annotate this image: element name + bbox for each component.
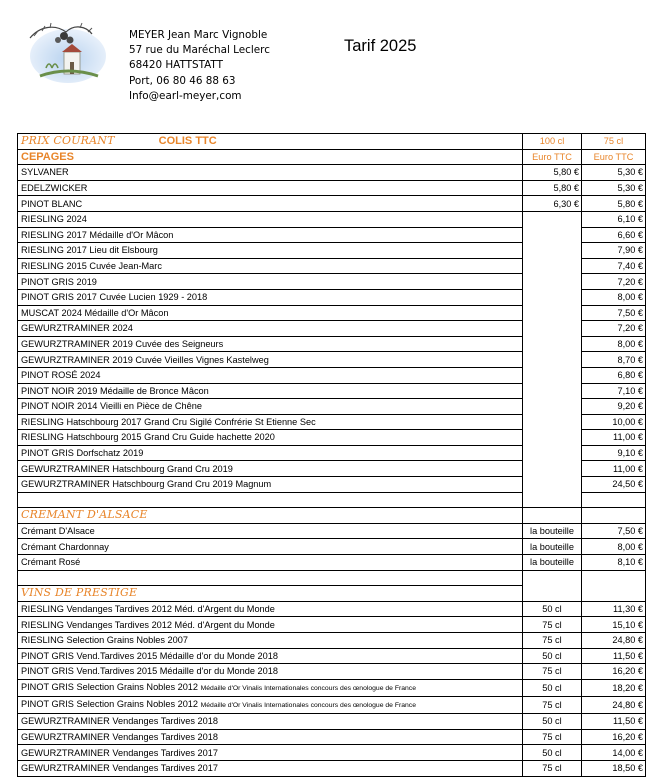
wine-name-text: PINOT GRIS Selection Grains Nobles 2012 — [21, 698, 199, 709]
table-row — [18, 180, 646, 196]
wine-name-text: GEWURZTRAMINER Vendanges Tardives 2017 — [21, 763, 218, 774]
wine-name-text: GEWURZTRAMINER Vendanges Tardives 2017 — [21, 747, 218, 758]
table-row — [18, 633, 646, 649]
bottle-size: 75 cl — [523, 617, 582, 633]
unit-label: la bouteille — [523, 523, 582, 539]
prestige-title: VINS DE PRESTIGE — [21, 586, 138, 600]
table-row — [18, 336, 646, 352]
table-row — [18, 477, 646, 493]
wine-name-text: RIESLING Vendanges Tardives 2012 Méd. d'Argent du Monde — [21, 604, 275, 614]
cremant-title: CREMANT D'ALSACE — [21, 508, 148, 522]
table-row — [18, 523, 646, 539]
price-75cl: 8,00 € — [582, 539, 646, 555]
price-75cl: 7,50 € — [582, 305, 646, 321]
price-75cl: 11,00 € — [582, 430, 646, 446]
empty-cell — [523, 492, 582, 508]
euro-ttc-75: Euro TTC — [582, 149, 646, 165]
wine-name — [18, 760, 523, 776]
wine-name: Crémant Rosé — [18, 555, 523, 571]
page-title: Tarif 2025 — [344, 37, 417, 55]
table-row — [18, 664, 646, 680]
address-line: 57 rue du Maréchal Leclerc — [129, 44, 270, 57]
subheader-row — [18, 149, 646, 165]
header-row — [18, 134, 646, 150]
wine-name: MUSCAT 2024 Médaille d'Or Mâcon — [18, 305, 523, 321]
bottle-size: 75 cl — [523, 633, 582, 649]
wine-name: PINOT BLANC — [18, 196, 523, 212]
wine-name — [18, 714, 523, 730]
table-row — [18, 414, 646, 430]
cremant-title-cell — [18, 508, 523, 524]
section-title-row — [18, 508, 646, 524]
empty-cell — [582, 508, 646, 524]
table-row — [18, 445, 646, 461]
wine-name: GEWURZTRAMINER Hatschbourg Grand Cru 2019 — [18, 461, 523, 477]
price-75cl: 9,20 € — [582, 399, 646, 415]
wine-name-text: RIESLING Selection Grains Nobles 2007 — [21, 635, 188, 646]
price-75cl: 7,50 € — [582, 523, 646, 539]
price-100cl: 6,30 € — [523, 196, 582, 212]
empty-cell — [582, 586, 646, 602]
price-75cl: 24,80 € — [582, 696, 646, 713]
empty-cell — [523, 274, 582, 290]
bottle-size: 50 cl — [523, 679, 582, 696]
bottle-size: 50 cl — [523, 601, 582, 617]
table-row — [18, 601, 646, 617]
empty-cell — [523, 336, 582, 352]
wine-name-text: GEWURZTRAMINER Vendanges Tardives 2018 — [21, 716, 218, 727]
wine-name: RIESLING 2024 — [18, 211, 523, 227]
unit-label: la bouteille — [523, 555, 582, 571]
prix-courant-cell — [18, 134, 523, 150]
wine-name: RIESLING Hatschbourg 2015 Grand Cru Guide hachette 2020 — [18, 430, 523, 446]
table-row — [18, 258, 646, 274]
table-row — [18, 305, 646, 321]
price-100cl: 5,80 € — [523, 165, 582, 181]
table-row — [18, 617, 646, 633]
table-row — [18, 227, 646, 243]
wine-name: RIESLING 2017 Lieu dit Elsbourg — [18, 243, 523, 259]
price-75cl: 14,00 € — [582, 745, 646, 761]
spacer-row — [18, 492, 646, 508]
vineyard-logo — [20, 18, 108, 86]
empty-cell — [523, 586, 582, 602]
empty-cell — [582, 570, 646, 586]
table-row — [18, 648, 646, 664]
wine-note: Médaille d'Or Vinalis Internationales concours des œnologue de France — [200, 701, 416, 709]
table-row — [18, 243, 646, 259]
price-75cl: 6,10 € — [582, 211, 646, 227]
empty-cell — [18, 570, 523, 586]
table-row — [18, 352, 646, 368]
empty-cell — [523, 414, 582, 430]
price-75cl: 8,00 € — [582, 336, 646, 352]
cepages-cell — [18, 149, 523, 165]
price-75cl: 18,50 € — [582, 760, 646, 776]
empty-cell — [523, 430, 582, 446]
wine-name: RIESLING Hatschbourg 2017 Grand Cru Sigilé Confrérie St Etienne Sec — [18, 414, 523, 430]
table-row — [18, 539, 646, 555]
price-75cl: 11,50 € — [582, 714, 646, 730]
wine-name: PINOT GRIS Dorfschatz 2019 — [18, 445, 523, 461]
table-row — [18, 461, 646, 477]
price-75cl: 5,30 € — [582, 180, 646, 196]
wine-name: Crémant D'Alsace — [18, 523, 523, 539]
wine-name — [18, 696, 523, 713]
address-block — [129, 28, 270, 104]
price-75cl: 7,40 € — [582, 258, 646, 274]
price-75cl: 9,10 € — [582, 445, 646, 461]
empty-cell — [523, 258, 582, 274]
wine-name: RIESLING 2017 Médaille d'Or Mâcon — [18, 227, 523, 243]
wine-name: EDELZWICKER — [18, 180, 523, 196]
table-row — [18, 289, 646, 305]
wine-name — [18, 648, 523, 664]
bottle-size: 75 cl — [523, 696, 582, 713]
table-row — [18, 274, 646, 290]
wine-name — [18, 679, 523, 696]
price-75cl: 7,20 € — [582, 274, 646, 290]
table-row — [18, 430, 646, 446]
prestige-title-cell — [18, 586, 523, 602]
table-row — [18, 760, 646, 776]
wine-name: GEWURZTRAMINER 2019 Cuvée Vieilles Vignes Kastelweg — [18, 352, 523, 368]
bottle-size: 50 cl — [523, 745, 582, 761]
price-75cl: 7,10 € — [582, 383, 646, 399]
table-row — [18, 383, 646, 399]
col-100-header: 100 cl — [523, 134, 582, 150]
wine-name: PINOT ROSÉ 2024 — [18, 367, 523, 383]
empty-cell — [523, 461, 582, 477]
wine-note: Médaille d'Or Vinalis Internationales concours des œnologue de France — [200, 684, 416, 692]
wine-name: PINOT NOIR 2014 Vieilli en Pièce de Chêne — [18, 399, 523, 415]
wine-name: PINOT NOIR 2019 Médaille de Bronce Mâcon — [18, 383, 523, 399]
price-75cl: 16,20 € — [582, 664, 646, 680]
price-table — [17, 133, 646, 777]
price-75cl: 8,10 € — [582, 555, 646, 571]
table-row — [18, 367, 646, 383]
price-75cl: 7,20 € — [582, 321, 646, 337]
wine-name — [18, 729, 523, 745]
empty-cell — [523, 227, 582, 243]
empty-cell — [523, 321, 582, 337]
price-75cl: 6,60 € — [582, 227, 646, 243]
address-line: 68420 HATTSTATT — [129, 59, 223, 72]
table-row — [18, 745, 646, 761]
table-row — [18, 196, 646, 212]
wine-name: RIESLING 2015 Cuvée Jean-Marc — [18, 258, 523, 274]
wine-name: Crémant Chardonnay — [18, 539, 523, 555]
bottle-size: 50 cl — [523, 714, 582, 730]
empty-cell — [582, 492, 646, 508]
price-75cl: 10,00 € — [582, 414, 646, 430]
table-row — [18, 679, 646, 696]
colis-ttc-label: COLIS TTC — [158, 135, 217, 148]
empty-cell — [523, 352, 582, 368]
wine-name — [18, 633, 523, 649]
wine-name: GEWURZTRAMINER 2019 Cuvée des Seigneurs — [18, 336, 523, 352]
wine-name-text: GEWURZTRAMINER Vendanges Tardives 2018 — [21, 731, 218, 742]
empty-cell — [523, 211, 582, 227]
price-75cl: 5,80 € — [582, 196, 646, 212]
wine-name — [18, 617, 523, 633]
price-75cl: 24,50 € — [582, 477, 646, 493]
price-100cl: 5,80 € — [523, 180, 582, 196]
wine-name: GEWURZTRAMINER 2024 — [18, 321, 523, 337]
euro-ttc-100: Euro TTC — [523, 149, 582, 165]
prix-courant-label: PRIX COURANT — [21, 134, 115, 148]
bottle-size: 50 cl — [523, 648, 582, 664]
price-75cl: 8,00 € — [582, 289, 646, 305]
address-line: Port, 06 80 46 88 63 — [129, 74, 236, 87]
wine-name — [18, 664, 523, 680]
bottle-size: 75 cl — [523, 729, 582, 745]
bottle-size: 75 cl — [523, 664, 582, 680]
empty-cell — [523, 445, 582, 461]
price-75cl: 6,80 € — [582, 367, 646, 383]
cepages-label: CEPAGES — [21, 150, 74, 163]
wine-name-text: PINOT GRIS Vend.Tardives 2015 Médaille d'or du Monde 2018 — [21, 650, 278, 661]
empty-cell — [523, 570, 582, 586]
empty-cell — [523, 383, 582, 399]
price-75cl: 11,00 € — [582, 461, 646, 477]
empty-cell — [523, 289, 582, 305]
wine-name: GEWURZTRAMINER Hatschbourg Grand Cru 2019 Magnum — [18, 477, 523, 493]
table-row — [18, 714, 646, 730]
wine-name: PINOT GRIS 2019 — [18, 274, 523, 290]
price-75cl: 18,20 € — [582, 679, 646, 696]
empty-cell — [523, 305, 582, 321]
empty-cell — [18, 492, 523, 508]
table-row — [18, 729, 646, 745]
empty-cell — [523, 367, 582, 383]
wine-name-text: PINOT GRIS Selection Grains Nobles 2012 — [21, 681, 199, 692]
unit-label: la bouteille — [523, 539, 582, 555]
price-75cl: 24,80 € — [582, 633, 646, 649]
bottle-size: 75 cl — [523, 760, 582, 776]
address-line: Info@earl-meyer,com — [129, 89, 242, 102]
wine-name-text: RIESLING Vendanges Tardives 2012 Méd. d'Argent du Monde — [21, 619, 275, 630]
address-line: MEYER Jean Marc Vignoble — [129, 29, 268, 41]
col-75-header: 75 cl — [582, 134, 646, 150]
price-75cl: 8,70 € — [582, 352, 646, 368]
wine-name-text: PINOT GRIS Vend.Tardives 2015 Médaille d'or du Monde 2018 — [21, 666, 278, 677]
empty-cell — [523, 399, 582, 415]
wine-name — [18, 745, 523, 761]
spacer-row — [18, 570, 646, 586]
wine-name: SYLVANER — [18, 165, 523, 181]
empty-cell — [523, 508, 582, 524]
table-row — [18, 696, 646, 713]
wine-name — [18, 601, 523, 617]
table-row — [18, 321, 646, 337]
table-row — [18, 211, 646, 227]
price-75cl: 16,20 € — [582, 729, 646, 745]
wine-name: PINOT GRIS 2017 Cuvée Lucien 1929 - 2018 — [18, 289, 523, 305]
price-75cl: 5,30 € — [582, 165, 646, 181]
empty-cell — [523, 477, 582, 493]
empty-cell — [523, 243, 582, 259]
table-row — [18, 399, 646, 415]
section-title-row — [18, 586, 646, 602]
table-row — [18, 165, 646, 181]
table-row — [18, 555, 646, 571]
price-75cl: 15,10 € — [582, 617, 646, 633]
price-75cl: 7,90 € — [582, 243, 646, 259]
price-75cl: 11,50 € — [582, 648, 646, 664]
price-75cl: 11,30 € — [582, 601, 646, 617]
